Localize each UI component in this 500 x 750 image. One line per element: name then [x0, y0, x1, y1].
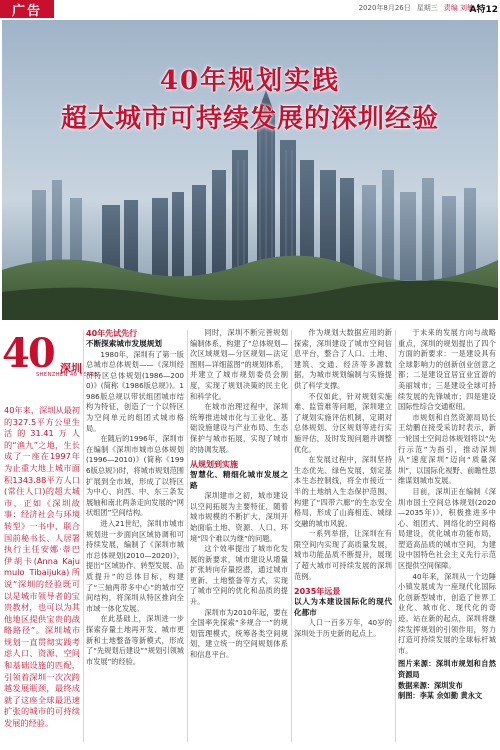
paragraph: 于未来的发展方向与战略重点，深圳的规划提出了四个方面的新要求：一是建设具有全球影响力的创新创业创意之都；二是建设宜居宜业宜游的美丽城市；三是建设全球可持续发展的先锋城市；四是建设国际性综合交通枢纽。	[398, 328, 496, 412]
paragraph: 在此基础上，深圳进一步探索存量土地再开发、城市更新和土地整备等新模式，形成了“先规划后建设”“规划引领城市发展”的经验。	[86, 614, 184, 666]
section-heading: 40年先试先行	[86, 329, 138, 338]
hero-title-line-2: 超大城市可持续发展的深圳经验	[60, 104, 439, 134]
sidebar-intro: 40年来，深圳从最初的327.5平方公里生活的31.41万人的“渔九”之地，生长成了一座在1997年为止重大地上城市面积1343.88平方人口(常住人口)的超大城市，正如《深圳故事：经济社会与环境转型》一书中，联合国前秘书长、人居署执行主任安娜·蒂巴伊胡卡(Anna Kajumulo Tibaijuka)所说“深圳的经验既可以是城市领导者的宝贵教材，也可以为其他地区提供宝贵的战略路径”。深圳城市规划一直贯彻实践考虑人口、资源、空间和基础设施的匹配，引领着深圳一次次跨越发展瓶颈，最终成就了这座全球最迅速扩张的城市的可持续发展的经验。	[4, 405, 80, 729]
issue-date: 2020年8月26日	[358, 4, 411, 12]
column-divider	[83, 330, 84, 742]
section-subheading: 不断探索城市发展规划	[86, 339, 162, 348]
paragraph: 进入21世纪，深圳市城市规划进一步面向区域协调和可持续发展，编制了《深圳市城市总体规划(2010—2020)》，提出“区域协作、转型发展、品质提升”的总体目标，构建了“三轴两带多中心”的城市空间结构，将深圳从特区推向全市域一体化发展。	[86, 519, 184, 613]
section-subheading: 以人为本建设国际化的现代化都市	[294, 597, 392, 617]
paragraph: 不仅如此，针对规划实施难、监管难等问题，深圳建立了规划实施评估机制，定期对总体规划、分区规划等进行实施评估，及时发现问题并调整优化。	[294, 391, 392, 454]
paragraph: 在发展过程中，深圳坚持生态优先、绿色发展，划定基本生态控制线，将全市接近一半的土地纳入生态保护范围，构建了“四带六廊”的生态安全格局，形成了山海相连、城绿交融的城市风貌。	[294, 455, 392, 528]
paragraph: 在城市治理过程中，深圳统筹推进城市化与工业化、基础设施建设与产业布局、生态保护与城市拓展，实现了城市的协调发展。	[190, 402, 288, 454]
column-divider	[395, 330, 396, 742]
page-number: A特12	[469, 5, 498, 15]
hero-skyline-image	[2, 20, 498, 320]
ad-tag: 广告	[0, 0, 54, 18]
column-divider	[187, 330, 188, 742]
anniversary-caption: SHENZHEN 40 YEARS	[36, 372, 99, 378]
article-column-3	[294, 328, 392, 639]
article-column-4	[398, 328, 496, 702]
header-meta	[359, 3, 474, 13]
paragraph: 40年来，深圳从一个边陲小镇发展成为一座现代化国际化创新型城市，创造了世界工业化、城市化、现代化的奇迹。站在新的起点，深圳将继续发挥规划的引领作用，努力打造可持续发展的全球标杆城市。	[398, 571, 496, 655]
section-heading: 从规划到实施	[190, 460, 238, 470]
section-subheading: 智慧化、精细化城市发展之路	[190, 470, 288, 490]
paragraph: 市规划和自然资源局局长王幼鹏在接受采访时表示，新一轮国土空间总体规划将以“先行示范”为指引，推动深圳从“速度深圳”迈向“质量深圳”，以国际化视野、前瞻性思维谋划城市发展。	[398, 412, 496, 486]
paragraph: 这个效率提出了城市化发展的新要求，城市建设从增量扩张转向存量挖潜，通过城市更新、土地整备等方式，实现了城市空间的优化和品质的提升。	[190, 544, 288, 607]
paragraph: 深圳建市之初，城市建设以空间拓展为主要特征，随着城市规模的不断扩大，深圳开始面临土地、资源、人口、环境“四个难以为继”的问题。	[190, 491, 288, 543]
article-column-2	[190, 328, 288, 661]
credit-line: 数据来源：深圳发布	[398, 680, 463, 690]
paragraph: 同时，深圳不断完善规划编制体系，构建了“总体规划—次区域规划—分区规划—法定图则—详细蓝图”的规划体系，并建立了城市规划委员会制度，实现了规划决策的民主化和科学化。	[190, 328, 288, 401]
paragraph: 深圳市为2010年起，要在全国率先探索“多规合一”的规划管理模式，统筹各类空间规划，建立统一的空间规划体系和信息平台。	[190, 607, 288, 660]
column-divider	[291, 330, 292, 742]
paragraph: 作为规划大数据应用的新探索，深圳建设了城市空间信息平台，整合了人口、土地、建筑、交通、经济等多源数据，为城市规划编制与实施提供了科学支撑。	[294, 328, 392, 390]
section-heading: 2035年远景	[294, 587, 341, 597]
anniversary-city: 深圳	[60, 362, 82, 375]
paragraph: 目前，深圳正在编制《深圳市国土空间总体规划(2020—2035年)》，积极推进多中心、组团式、网络化的空间格局建设，优化城市功能布局，塑造高品质的城市空间，为建设中国特色社会主义先行示范区提供空间保障。	[398, 486, 496, 571]
editor-credit: 责编 刘敏	[443, 4, 474, 12]
paragraph: 人口一百多万年，40岁的深圳处于历史新的起点上。	[294, 618, 392, 638]
hero-title-line-1: 40年规划实践	[159, 66, 341, 96]
credit-line: 制图：李某 余如勤 黄永文	[398, 691, 483, 701]
credit-line: 图片来源：深圳市规划和自然资源局	[398, 659, 496, 679]
issue-weekday: 星期三	[416, 4, 438, 12]
paragraph: 1980年，深圳有了第一版总城市总体规划——《深圳经济特区总体规划(1986—2000)》(简称《1986版总规》)。1986版总规以带状组团城市结构为特征，创造了一个以特区为空间单元的组团式城市格局。	[86, 349, 184, 433]
paragraph: 一系列举措，让深圳在有限空间内实现了高质量发展，城市功能品质不断提升，展现了超大城市可持续发展的深圳范例。	[294, 529, 392, 581]
article-column-1	[86, 328, 184, 667]
anniversary-number: 40	[2, 330, 54, 377]
page-header	[0, 0, 500, 18]
paragraph: 在随后的1996年，深圳市在编制《深圳市城市总体规划(1996—2010)》(简称《1996版总规》)时，将城市规划范围扩展到全市域，形成了以特区为中心、向西、中、东三条发展轴和南北两条走向发展的“网状组团”空间结构。	[86, 434, 184, 518]
